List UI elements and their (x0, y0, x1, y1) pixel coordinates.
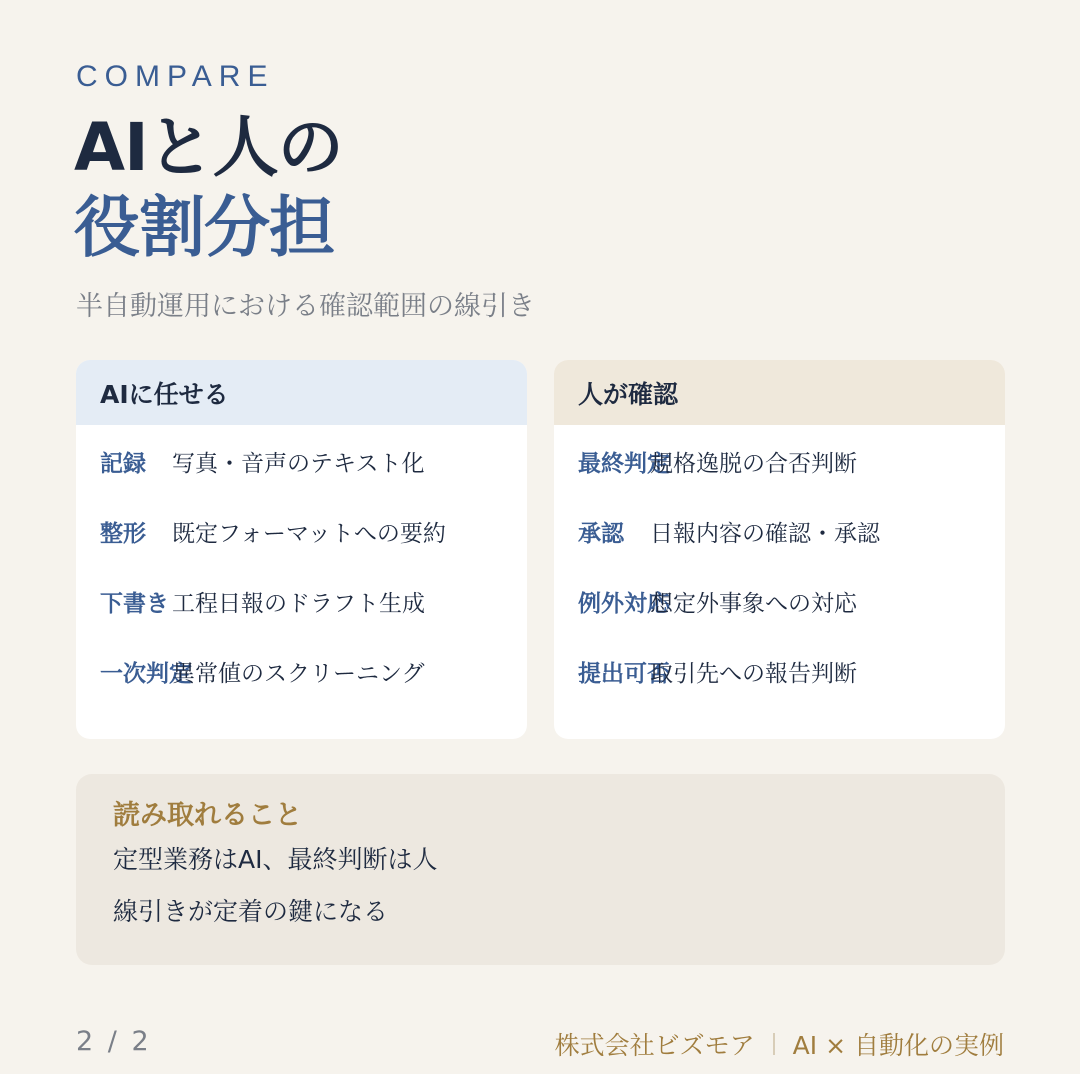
human-card-heading: 人が確認 (554, 360, 1005, 425)
human-card-list (554, 426, 1005, 706)
list-item (100, 426, 503, 496)
item-desc: 既定フォーマットへの要約 (172, 520, 446, 547)
list-item (578, 496, 981, 566)
takeaway-line-2: 線引きが定着の鍵になる (113, 897, 389, 926)
list-item (578, 566, 981, 636)
item-tag: 記録 (100, 450, 146, 477)
item-tag: 整形 (100, 520, 146, 547)
series-name: AI × 自動化の実例 (792, 1031, 1004, 1060)
title-line-2: 役割分担 (74, 189, 334, 266)
takeaway-line-1: 定型業務はAI、最終判断は人 (113, 845, 438, 874)
ai-card-heading: AIに任せる (76, 360, 527, 425)
list-item (100, 496, 503, 566)
page-number: 2 / 2 (76, 1026, 152, 1057)
list-item (578, 636, 981, 706)
human-responsibilities-card (554, 360, 1005, 739)
item-desc: 規格逸脱の合否判断 (650, 450, 857, 477)
item-desc: 取引先への報告判断 (650, 660, 857, 687)
item-desc: 想定外事象への対応 (650, 590, 857, 617)
item-tag: 承認 (578, 520, 624, 547)
item-tag: 提出可否 (578, 660, 670, 687)
list-item (100, 566, 503, 636)
item-desc: 異常値のスクリーニング (172, 660, 425, 687)
item-tag: 下書き (100, 590, 169, 617)
footer-divider (773, 1033, 775, 1055)
list-item (578, 426, 981, 496)
page-subtitle: 半自動運用における確認範囲の線引き (76, 291, 535, 322)
company-name: 株式会社ビズモア (554, 1031, 755, 1060)
item-desc: 工程日報のドラフト生成 (172, 590, 425, 617)
title-line-1: AIと人の (74, 109, 343, 186)
page-title (74, 108, 343, 268)
section-eyebrow: COMPARE (76, 60, 275, 93)
item-desc: 写真・音声のテキスト化 (172, 450, 425, 477)
item-tag: 最終判定 (578, 450, 670, 477)
ai-card-list (76, 426, 527, 706)
item-tag: 一次判定 (100, 660, 192, 687)
ai-responsibilities-card (76, 360, 527, 739)
list-item (100, 636, 503, 706)
item-tag: 例外対応 (578, 590, 670, 617)
item-desc: 日報内容の確認・承認 (650, 520, 880, 547)
takeaway-title: 読み取れること (113, 800, 302, 831)
footer-credit (555, 1026, 1004, 1062)
takeaway-box (76, 774, 1005, 965)
